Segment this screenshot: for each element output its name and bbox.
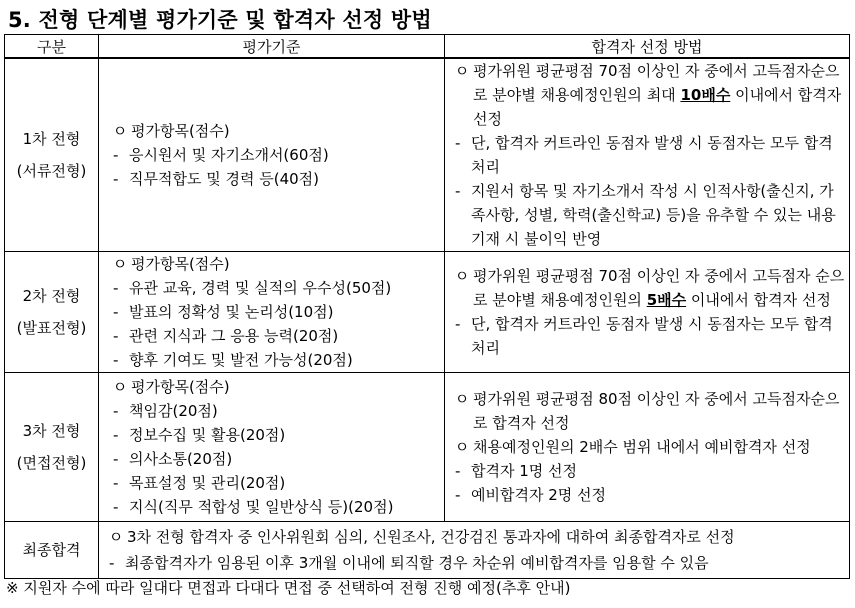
header-category: 구분 [5, 35, 99, 59]
circle-bullet-icon: ㅇ [454, 390, 470, 408]
selection-bullet: ㅇ 채용예정인원의 2배수 범위 내에서 예비합격자 선정 [451, 435, 845, 459]
stage-cell [5, 252, 99, 373]
circle-bullet-icon: ㅇ [454, 438, 470, 456]
final-selection-cell [99, 522, 850, 579]
header-criteria: 평가기준 [99, 35, 445, 59]
circle-bullet-icon: ㅇ [454, 267, 470, 285]
selection-bullet: ㅇ 평가위원 평균평점 70점 이상인 자 중에서 고득점자순으로 분야별 채용예정인원의 최대 10배수 이내에서 합격자 선정 [451, 59, 845, 131]
dash-bullet-icon: - [109, 554, 115, 572]
selection-sub: - 지원서 항목 및 자기소개서 작성 시 인적사항(출신지, 가족사항, 성별, 학력(출신학교) 등)을 유추할 수 있는 내용 기재 시 불이익 반영 [451, 179, 845, 251]
circle-bullet-icon: ㅇ [454, 62, 470, 80]
dash-bullet-icon: - [455, 134, 461, 152]
stage-cell: 최종합격 [5, 522, 99, 579]
stage-name: 3차 전형 [22, 422, 81, 440]
table-row-stage3 [5, 373, 850, 522]
table-row-stage2 [5, 252, 850, 373]
highlight-multiple: 10배수 [680, 86, 731, 104]
selection-sub: - 단, 합격자 커트라인 동점자 발생 시 동점자는 모두 합격처리 [451, 312, 845, 360]
criteria-item: - 관련 지식과 그 응용 능력(20점) [109, 324, 440, 348]
stage-name: 2차 전형 [22, 287, 81, 305]
highlight-multiple: 5배수 [646, 291, 687, 309]
dash-bullet-icon: - [455, 182, 461, 200]
final-bullet: ㅇ 3차 전형 합격자 중 인사위원회 심의, 신원조사, 건강검진 통과자에 대하여 최종합격자로 선정 [105, 524, 845, 550]
table-header-row [5, 35, 850, 59]
criteria-item: - 지식(직무 적합성 및 일반상식 등)(20점) [109, 495, 440, 519]
stage-type: (발표전형) [16, 319, 87, 337]
dash-bullet-icon: - [113, 146, 119, 164]
selection-cell [445, 58, 850, 252]
dash-bullet-icon: - [113, 498, 119, 516]
dash-bullet-icon: - [455, 462, 461, 480]
dash-bullet-icon: - [113, 474, 119, 492]
dash-bullet-icon: - [455, 315, 461, 333]
criteria-cell [99, 252, 445, 373]
circle-bullet-icon: ㅇ [112, 378, 128, 396]
dash-bullet-icon: - [113, 279, 119, 297]
circle-bullet-icon: ㅇ [112, 255, 128, 273]
selection-sub: - 예비합격자 2명 선정 [451, 483, 845, 507]
section-title: 5. 전형 단계별 평가기준 및 합격자 선정 방법 [8, 8, 432, 32]
criteria-item: - 유관 교육, 경력 및 실적의 우수성(50점) [109, 276, 440, 300]
selection-cell [445, 252, 850, 373]
criteria-bullet: ㅇ 평가항목(점수) [109, 252, 440, 276]
criteria-item: - 목표설정 및 관리(20점) [109, 471, 440, 495]
criteria-item: - 향후 기여도 및 발전 가능성(20점) [109, 348, 440, 372]
stage-cell [5, 58, 99, 252]
table-row-final [5, 522, 850, 579]
criteria-item: - 직무적합도 및 경력 등(40점) [109, 167, 440, 191]
header-selection: 합격자 선정 방법 [445, 35, 850, 59]
criteria-item: - 응시원서 및 자기소개서(60점) [109, 143, 440, 167]
criteria-cell [99, 373, 445, 522]
dash-bullet-icon: - [113, 303, 119, 321]
criteria-cell [99, 58, 445, 252]
selection-cell [445, 373, 850, 522]
circle-bullet-icon: ㅇ [108, 528, 124, 546]
criteria-item: - 책임감(20점) [109, 399, 440, 423]
stage-name: 1차 전형 [22, 130, 81, 148]
stage-type: (서류전형) [16, 162, 87, 180]
dash-bullet-icon: - [113, 327, 119, 345]
criteria-bullet: ㅇ 평가항목(점수) [109, 119, 440, 143]
selection-bullet: ㅇ 평가위원 평균평점 80점 이상인 자 중에서 고득점자순으로 합격자 선정 [451, 387, 845, 435]
dash-bullet-icon: - [113, 351, 119, 369]
dash-bullet-icon: - [455, 486, 461, 504]
selection-sub: - 합격자 1명 선정 [451, 459, 845, 483]
dash-bullet-icon: - [113, 170, 119, 188]
dash-bullet-icon: - [113, 450, 119, 468]
stage-cell [5, 373, 99, 522]
stage-type: (면접전형) [16, 454, 87, 472]
final-sub: - 최종합격자가 임용된 이후 3개월 이내에 퇴직할 경우 차순위 예비합격자를 임용할 수 있음 [105, 550, 845, 576]
circle-bullet-icon: ㅇ [112, 122, 128, 140]
dash-bullet-icon: - [113, 426, 119, 444]
dash-bullet-icon: - [113, 402, 119, 420]
selection-sub: - 단, 합격자 커트라인 동점자 발생 시 동점자는 모두 합격처리 [451, 131, 845, 179]
selection-bullet: ㅇ 평가위원 평균평점 70점 이상인 자 중에서 고득점자 순으로 분야별 채용예정인원의 5배수 이내에서 합격자 선정 [451, 264, 845, 312]
criteria-bullet: ㅇ 평가항목(점수) [109, 375, 440, 399]
criteria-item: - 정보수집 및 활용(20점) [109, 423, 440, 447]
criteria-item: - 의사소통(20점) [109, 447, 440, 471]
criteria-item: - 발표의 정확성 및 논리성(10점) [109, 300, 440, 324]
table-row-stage1 [5, 58, 850, 252]
footnote: ※ 지원자 수에 따라 일대다 면접과 다대다 면접 중 선택하여 전형 진행 예정(추후 안내) [6, 579, 571, 597]
evaluation-table [4, 34, 850, 579]
